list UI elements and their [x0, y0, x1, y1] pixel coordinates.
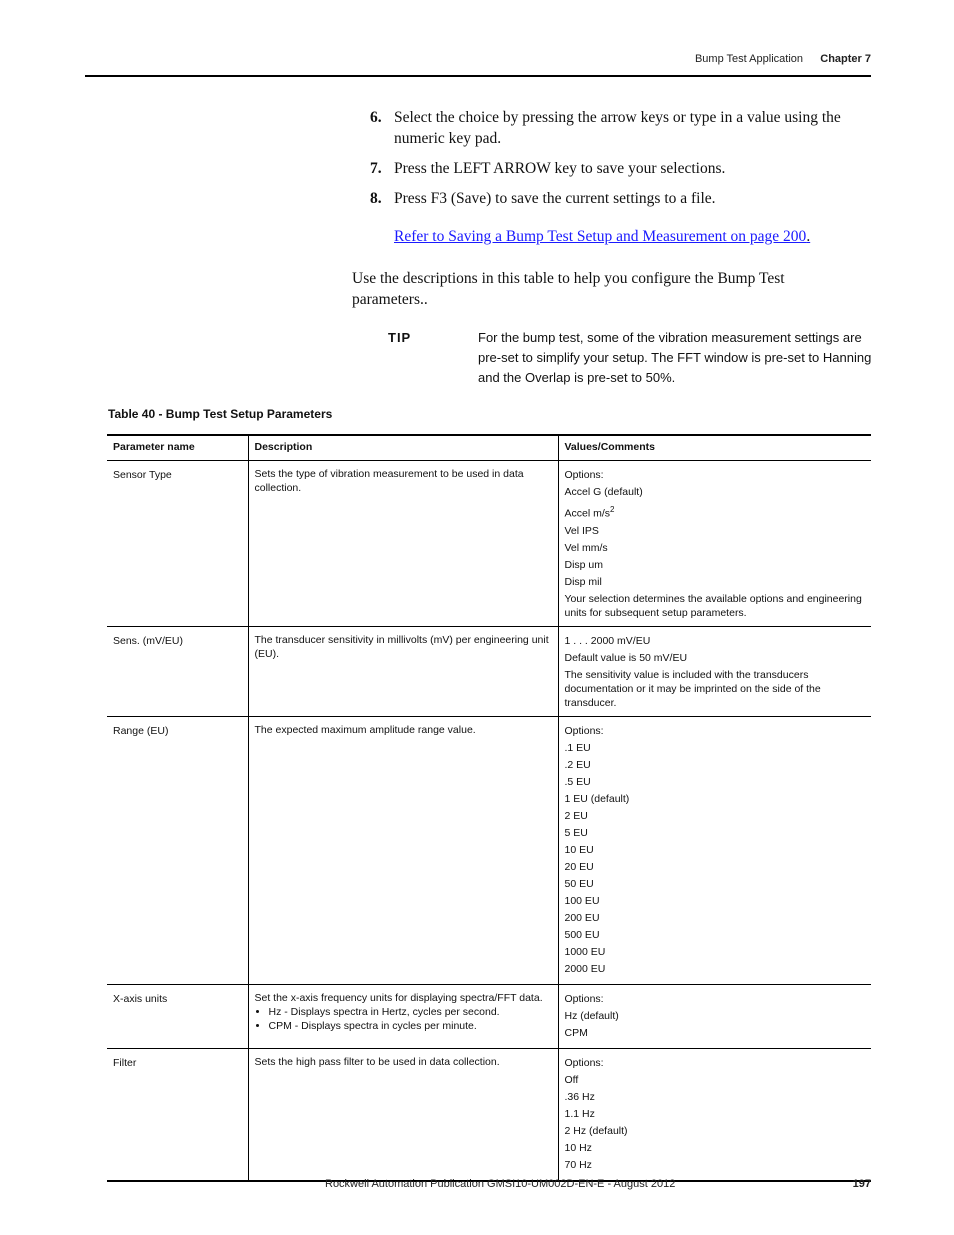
value-item: Options: — [564, 724, 604, 737]
table-row — [107, 1048, 871, 1181]
param-values — [558, 626, 871, 716]
superscript: 2 — [610, 505, 615, 514]
param-name: Range (EU) — [107, 716, 248, 984]
param-name: X-axis units — [107, 984, 248, 1048]
value-item: 500 EU — [564, 928, 600, 941]
value-item: 10 Hz — [564, 1141, 592, 1154]
desc-text: The transducer sensitivity in millivolts (mV) per engineering unit (EU). — [254, 633, 549, 660]
value-item: 1 . . . 2000 mV/EU — [564, 634, 651, 647]
step-text: Press F3 (Save) to save the current settings to a file. — [394, 190, 716, 207]
step-item — [370, 188, 860, 209]
param-values — [558, 1048, 871, 1181]
column-header: Values/Comments — [558, 435, 871, 461]
value-note: The sensitivity value is included with the transducers documentation or it may be imprinted on the side of the transducer. — [564, 668, 821, 709]
desc-text: Sets the type of vibration measurement to be used in data collection. — [254, 468, 524, 494]
value-text: Accel m/s — [564, 507, 611, 520]
intro-paragraph: Use the descriptions in this table to help you configure the Bump Test parameters.. — [352, 270, 785, 308]
value-item: Off — [564, 1073, 579, 1086]
param-name: Sens. (mV/EU) — [107, 626, 248, 716]
value-item: Options: — [564, 992, 604, 1005]
step-number: 7. — [370, 160, 382, 177]
value-item: .1 EU — [564, 741, 591, 754]
step-list — [370, 107, 860, 218]
parameters-table — [107, 434, 871, 1182]
value-item: 100 EU — [564, 894, 600, 907]
step-number: 8. — [370, 190, 382, 207]
value-item: CPM — [564, 1026, 588, 1039]
value-item: .2 EU — [564, 758, 591, 771]
table-row — [107, 984, 871, 1048]
header-rule — [85, 75, 871, 77]
value-item: 20 EU — [564, 860, 594, 873]
value-item: 1.1 Hz — [564, 1107, 595, 1120]
param-name: Sensor Type — [107, 461, 248, 627]
value-item: Vel IPS — [564, 524, 599, 537]
value-item: 2000 EU — [564, 962, 606, 975]
table-row — [107, 626, 871, 716]
value-item: 2 Hz (default) — [564, 1124, 628, 1137]
value-item: 5 EU — [564, 826, 588, 839]
param-values — [558, 716, 871, 984]
value-item: 1 EU (default) — [564, 792, 630, 805]
publication-info: Rockwell Automation Publication GMSI10-UM002D-EN-E - August 2012 — [325, 1178, 676, 1190]
tip-text: For the bump test, some of the vibration measurement settings are pre-set to simplify your setup. The FFT window is pre-set to Hanning and the Overlap is pre-set to 50%. — [478, 330, 872, 385]
param-description — [248, 984, 558, 1048]
step-text: Press the LEFT ARROW key to save your selections. — [394, 160, 726, 177]
param-description — [248, 1048, 558, 1181]
param-description — [248, 461, 558, 627]
tip-label: TIP — [388, 330, 412, 345]
param-description — [248, 716, 558, 984]
value-item: Vel mm/s — [564, 541, 608, 554]
column-header: Description — [248, 435, 558, 461]
table-row — [107, 716, 871, 984]
value-item: Default value is 50 mV/EU — [564, 651, 688, 664]
column-header: Parameter name — [107, 435, 248, 461]
value-item — [565, 501, 866, 523]
table-caption: Table 40 - Bump Test Setup Parameters — [108, 407, 333, 421]
value-item: Accel G (default) — [564, 486, 643, 498]
value-item: 2 EU — [564, 809, 588, 822]
desc-text: Sets the high pass filter to be used in data collection. — [254, 1055, 500, 1068]
table-header-row — [107, 435, 871, 461]
param-name: Filter — [107, 1048, 248, 1181]
table-row — [107, 461, 871, 627]
saving-setup-link[interactable]: Refer to Saving a Bump Test Setup and Measurement on page 200 — [394, 228, 807, 245]
value-item: 1000 EU — [564, 945, 606, 958]
value-note: Your selection determines the available options and engineering units for subsequent setup parameters. — [564, 592, 862, 619]
value-item: 200 EU — [564, 911, 600, 924]
section-title: Bump Test Application — [694, 53, 803, 65]
bullet-item: • CPM - Displays spectra in cycles per minute. — [269, 1019, 552, 1033]
value-item: Disp um — [564, 558, 604, 571]
param-description — [248, 626, 558, 716]
step-text: Select the choice by pressing the arrow keys or type in a value using the numeric key pad. — [394, 109, 841, 147]
step-item — [370, 158, 860, 179]
desc-text: Set the x-axis frequency units for displaying spectra/FFT data. — [254, 991, 543, 1004]
desc-text: The expected maximum amplitude range value. — [254, 723, 476, 736]
value-item: Disp mil — [564, 575, 602, 588]
step-item — [370, 107, 860, 149]
value-item: Hz (default) — [564, 1009, 619, 1022]
value-item: Options: — [564, 469, 604, 481]
value-item: 50 EU — [564, 877, 594, 890]
link-period: . — [806, 228, 811, 245]
chapter-label: Chapter 7 — [820, 53, 871, 65]
step-number: 6. — [370, 109, 382, 126]
bullet-item: • Hz - Displays spectra in Hertz, cycles per second. — [269, 1005, 552, 1019]
value-item: .36 Hz — [564, 1090, 595, 1103]
value-item: Options: — [564, 1056, 604, 1069]
param-values — [558, 984, 871, 1048]
page-number: 197 — [852, 1178, 871, 1190]
bullet-list — [255, 1005, 552, 1033]
value-item: 70 Hz — [564, 1158, 592, 1171]
param-values — [558, 461, 871, 627]
cross-reference — [394, 228, 810, 246]
value-item: .5 EU — [564, 775, 591, 788]
value-item: 10 EU — [564, 843, 594, 856]
